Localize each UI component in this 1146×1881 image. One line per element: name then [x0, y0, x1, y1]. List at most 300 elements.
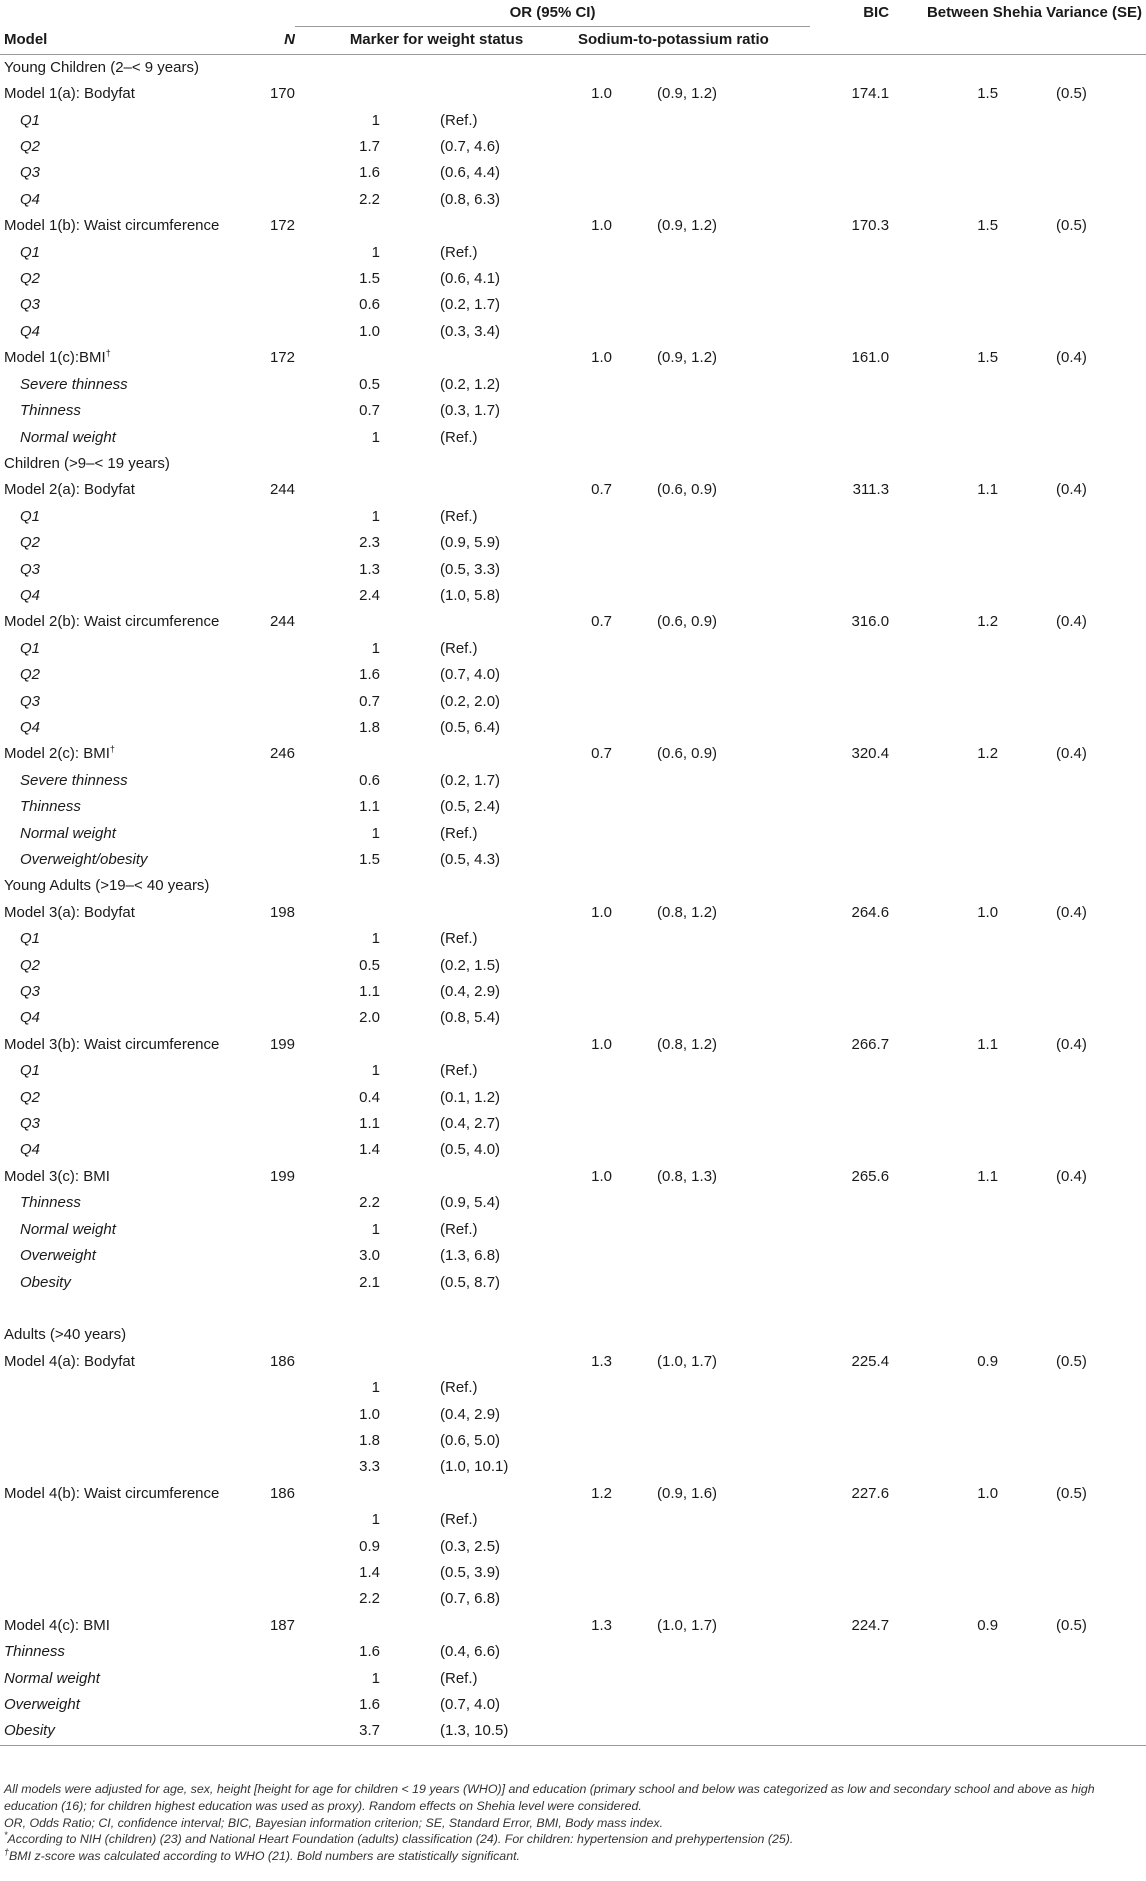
empty-cell	[560, 953, 612, 979]
model-label	[0, 1164, 230, 1190]
marker-or: 0.5	[359, 375, 380, 393]
marker-or: 1	[371, 111, 380, 129]
marker-or: 1.6	[359, 1643, 380, 1661]
bic-value: 227.6	[851, 1484, 890, 1502]
variance-value: 1.5	[977, 217, 999, 235]
bic-value: 264.6	[851, 903, 890, 921]
category-row	[0, 160, 1146, 186]
empty-cell	[230, 530, 295, 556]
empty-cell	[560, 504, 612, 530]
model-label	[0, 1032, 230, 1058]
empty-cell	[560, 1137, 612, 1163]
empty-cell	[560, 636, 612, 662]
empty-cell	[612, 160, 810, 186]
category-label: Q4	[20, 322, 41, 340]
marker-or: 1.3	[359, 560, 380, 578]
marker-ci: (1.0, 5.8)	[440, 586, 501, 604]
empty-cell	[560, 266, 612, 292]
empty-cell	[810, 1534, 889, 1560]
empty-cell	[998, 134, 1146, 160]
empty-cell	[810, 1058, 889, 1084]
group-row	[0, 1322, 1146, 1348]
empty-cell	[998, 1718, 1146, 1745]
empty-cell	[998, 1586, 1146, 1612]
empty-cell	[889, 1639, 998, 1665]
empty-cell	[295, 1481, 380, 1507]
empty-cell	[560, 768, 612, 794]
empty-cell	[295, 477, 380, 503]
empty-cell	[612, 1243, 810, 1269]
empty-cell	[810, 1454, 889, 1480]
marker-or: 1.7	[359, 138, 380, 156]
group-title: Adults (>40 years)	[4, 1326, 127, 1344]
category-row	[0, 926, 1146, 952]
empty-cell	[230, 1375, 295, 1401]
empty-cell	[560, 715, 612, 741]
empty-cell	[998, 662, 1146, 688]
empty-cell	[889, 398, 998, 424]
model-label	[0, 1481, 230, 1507]
category-row	[0, 134, 1146, 160]
empty-cell	[810, 504, 889, 530]
empty-cell	[230, 319, 295, 345]
empty-cell	[998, 398, 1146, 424]
se-value: (0.4)	[1056, 1035, 1087, 1053]
marker-or: 1	[371, 1220, 380, 1238]
bic-value: 311.3	[852, 481, 890, 499]
empty-cell	[230, 160, 295, 186]
marker-ci: (0.7, 4.0)	[440, 1695, 501, 1713]
spacer-row	[0, 1296, 1146, 1322]
marker-ci: (0.4, 2.9)	[440, 1405, 501, 1423]
empty-cell	[810, 1718, 889, 1745]
empty-cell	[889, 240, 998, 266]
empty-cell	[998, 583, 1146, 609]
empty-cell	[612, 1666, 810, 1692]
empty-cell	[230, 1428, 295, 1454]
empty-cell	[998, 1692, 1146, 1718]
empty-cell	[612, 266, 810, 292]
marker-ci: (0.9, 5.9)	[440, 534, 501, 552]
category-row	[0, 1058, 1146, 1084]
marker-or: 1.4	[359, 1141, 380, 1159]
empty-cell	[810, 768, 889, 794]
marker-or: 2.2	[359, 190, 380, 208]
category-row	[0, 1639, 1146, 1665]
empty-cell	[889, 372, 998, 398]
variance-value: 1.0	[977, 1484, 999, 1502]
category-row	[0, 847, 1146, 873]
category-row	[0, 1560, 1146, 1586]
empty-cell	[810, 160, 889, 186]
model-label	[0, 81, 230, 107]
empty-cell	[998, 1085, 1146, 1111]
empty-cell	[998, 372, 1146, 398]
se-value: (0.5)	[1056, 1616, 1087, 1634]
marker-ci: (0.8, 6.3)	[440, 190, 501, 208]
model-label	[0, 1613, 230, 1639]
model-label-text: Model 2(c): BMI	[4, 745, 110, 763]
empty-cell	[380, 1164, 560, 1190]
empty-cell	[230, 372, 295, 398]
model-row	[0, 1481, 1146, 1507]
variance-value: 1.2	[977, 613, 999, 631]
sample-size: 172	[269, 217, 295, 235]
empty-cell	[810, 292, 889, 318]
empty-cell	[560, 292, 612, 318]
empty-cell	[998, 847, 1146, 873]
bic-value: 170.3	[851, 217, 890, 235]
empty-cell	[230, 1058, 295, 1084]
empty-cell	[230, 266, 295, 292]
table-footnotes	[4, 1781, 1144, 1865]
empty-cell	[560, 240, 612, 266]
category-row	[0, 266, 1146, 292]
table-body	[0, 54, 1146, 1745]
empty-cell	[560, 1639, 612, 1665]
empty-cell	[230, 689, 295, 715]
empty-cell	[998, 187, 1146, 213]
marker-or: 2.1	[359, 1273, 380, 1291]
category-label: Q2	[20, 1088, 41, 1106]
marker-ci: (Ref.)	[440, 639, 478, 657]
empty-cell	[560, 821, 612, 847]
category-row	[0, 398, 1146, 424]
ratio-header: Sodium-to-potassium ratio	[560, 27, 810, 54]
sample-size: 246	[269, 745, 295, 763]
empty-cell	[998, 1190, 1146, 1216]
marker-ci: (0.3, 2.5)	[440, 1537, 501, 1555]
empty-cell	[612, 1217, 810, 1243]
group-title: Young Adults (>19–< 40 years)	[4, 877, 210, 895]
category-row	[0, 689, 1146, 715]
variance-value: 1.5	[977, 85, 999, 103]
empty-cell	[889, 1085, 998, 1111]
empty-cell	[560, 662, 612, 688]
empty-cell	[612, 636, 810, 662]
empty-cell	[810, 1085, 889, 1111]
sample-size: 186	[269, 1352, 295, 1370]
empty-cell	[810, 1217, 889, 1243]
empty-cell	[810, 319, 889, 345]
empty-cell	[612, 292, 810, 318]
empty-cell	[560, 1375, 612, 1401]
marker-or: 1	[371, 507, 380, 525]
ratio-ci: (0.6, 0.9)	[657, 481, 718, 499]
model-row	[0, 1164, 1146, 1190]
empty-cell	[380, 1613, 560, 1639]
empty-cell	[889, 1454, 998, 1480]
empty-cell	[560, 398, 612, 424]
category-label: Normal weight	[20, 824, 116, 842]
marker-or: 1.6	[359, 1695, 380, 1713]
empty-cell	[560, 1402, 612, 1428]
ratio-or: 1.0	[591, 349, 612, 367]
marker-or: 0.6	[359, 296, 380, 314]
empty-cell	[560, 794, 612, 820]
empty-cell	[889, 1534, 998, 1560]
empty-cell	[380, 81, 560, 107]
empty-cell	[560, 1718, 612, 1745]
category-row	[0, 1243, 1146, 1269]
empty-cell	[230, 1560, 295, 1586]
se-value: (0.5)	[1056, 85, 1087, 103]
empty-cell	[810, 636, 889, 662]
marker-or: 1	[371, 428, 380, 446]
marker-ci: (0.6, 4.4)	[440, 164, 501, 182]
empty-cell	[810, 583, 889, 609]
category-row	[0, 1270, 1146, 1296]
empty-cell	[612, 821, 810, 847]
empty-cell	[612, 1639, 810, 1665]
category-label: Q3	[20, 983, 41, 1001]
group-row	[0, 54, 1146, 81]
marker-or: 2.2	[359, 1194, 380, 1212]
empty-cell	[612, 1005, 810, 1031]
category-label: Thinness	[20, 1194, 81, 1212]
marker-ci: (0.5, 2.4)	[440, 798, 501, 816]
category-label: Thinness	[20, 798, 81, 816]
category-label: Thinness	[4, 1643, 65, 1661]
empty-cell	[889, 187, 998, 213]
sample-size: 199	[269, 1167, 295, 1185]
empty-cell	[295, 741, 380, 767]
empty-cell	[612, 108, 810, 134]
empty-cell	[810, 240, 889, 266]
model-header: Model	[0, 27, 230, 54]
empty-cell	[998, 1243, 1146, 1269]
empty-cell	[810, 1428, 889, 1454]
empty-cell	[230, 1270, 295, 1296]
ratio-ci: (0.8, 1.2)	[657, 1035, 718, 1053]
variance-value: 1.0	[977, 903, 999, 921]
bic-value: 225.4	[851, 1352, 890, 1370]
empty-cell	[889, 1692, 998, 1718]
empty-cell	[612, 398, 810, 424]
empty-cell	[230, 794, 295, 820]
empty-cell	[998, 636, 1146, 662]
marker-ci: (Ref.)	[440, 1220, 478, 1238]
category-label: Q2	[20, 666, 41, 684]
empty-cell	[810, 1190, 889, 1216]
ratio-ci: (0.9, 1.2)	[657, 85, 718, 103]
category-row	[0, 372, 1146, 398]
bic-value: 266.7	[851, 1035, 890, 1053]
sample-size: 170	[269, 85, 295, 103]
model-label-text: Model 2(a): Bodyfat	[4, 481, 135, 499]
marker-or: 1.0	[359, 1405, 380, 1423]
empty-cell	[230, 425, 295, 451]
category-row	[0, 1217, 1146, 1243]
dagger-mark: †	[105, 348, 111, 359]
empty-cell	[560, 1217, 612, 1243]
marker-or: 3.0	[359, 1247, 380, 1265]
se-value: (0.4)	[1056, 349, 1087, 367]
empty-cell	[889, 1402, 998, 1428]
ratio-ci: (0.8, 1.2)	[657, 903, 718, 921]
empty-cell	[380, 477, 560, 503]
empty-cell	[889, 504, 998, 530]
empty-cell	[889, 160, 998, 186]
model-row	[0, 609, 1146, 635]
empty-cell	[612, 979, 810, 1005]
marker-or: 1	[371, 1062, 380, 1080]
empty-cell	[230, 1454, 295, 1480]
ratio-or: 1.0	[591, 217, 612, 235]
model-row	[0, 477, 1146, 503]
category-label: Q4	[20, 1141, 41, 1159]
empty-cell	[998, 1454, 1146, 1480]
marker-ci: (0.7, 4.0)	[440, 666, 501, 684]
category-label: Overweight/obesity	[20, 851, 148, 868]
empty-cell	[560, 689, 612, 715]
empty-cell	[612, 1190, 810, 1216]
category-label: Q4	[20, 1009, 41, 1027]
category-label: Normal weight	[4, 1669, 100, 1687]
marker-or: 0.7	[359, 692, 380, 710]
model-label	[0, 900, 230, 926]
category-row	[0, 662, 1146, 688]
empty-cell	[612, 372, 810, 398]
empty-cell	[810, 847, 889, 873]
empty-cell	[889, 1375, 998, 1401]
empty-cell	[889, 1190, 998, 1216]
category-row	[0, 240, 1146, 266]
se-value: (0.5)	[1056, 217, 1087, 235]
marker-ci: (0.7, 6.8)	[440, 1590, 501, 1608]
sample-size: 199	[269, 1035, 295, 1053]
empty-cell	[230, 1137, 295, 1163]
marker-or: 0.5	[359, 956, 380, 974]
category-label	[0, 1402, 230, 1428]
empty-cell	[612, 583, 810, 609]
empty-cell	[230, 398, 295, 424]
category-label: Obesity	[20, 1273, 71, 1291]
empty-cell	[230, 134, 295, 160]
empty-cell	[998, 1111, 1146, 1137]
ratio-ci: (0.6, 0.9)	[657, 745, 718, 763]
category-label: Q2	[20, 270, 41, 288]
empty-cell	[810, 372, 889, 398]
category-label: Q3	[20, 692, 41, 710]
marker-or: 0.7	[359, 402, 380, 420]
category-row	[0, 1534, 1146, 1560]
spacer-cell	[0, 1296, 1146, 1322]
empty-cell	[230, 557, 295, 583]
marker-or: 1	[371, 1379, 380, 1397]
empty-cell	[612, 1692, 810, 1718]
empty-cell	[612, 689, 810, 715]
empty-cell	[230, 1005, 295, 1031]
empty-cell	[889, 715, 998, 741]
ratio-or: 0.7	[591, 745, 612, 763]
empty-cell	[889, 1270, 998, 1296]
empty-cell	[560, 1454, 612, 1480]
footnote-adjustment: All models were adjusted for age, sex, height [height for age for children < 19 years (WHO)] and education (primary school and below was categorized as low and secondary school and above as high education (16); for children highest education was used as proxy). Random effects on Shehia level were considered.	[4, 1782, 1095, 1813]
marker-or: 2.3	[359, 534, 380, 552]
empty-cell	[612, 240, 810, 266]
empty-cell	[998, 1666, 1146, 1692]
variance-value: 1.5	[977, 349, 999, 367]
ratio-or: 1.3	[591, 1352, 612, 1370]
empty-cell	[612, 1111, 810, 1137]
category-row	[0, 1111, 1146, 1137]
empty-cell	[889, 1137, 998, 1163]
bic-value: 161.0	[851, 349, 890, 367]
empty-cell	[810, 1560, 889, 1586]
empty-cell	[889, 1666, 998, 1692]
empty-cell	[998, 1639, 1146, 1665]
marker-ci: (0.5, 4.3)	[440, 851, 501, 868]
marker-or: 1	[371, 824, 380, 842]
variance-value: 0.9	[977, 1352, 999, 1370]
empty-cell	[810, 134, 889, 160]
category-row	[0, 1692, 1146, 1718]
group-row	[0, 873, 1146, 899]
empty-cell	[560, 583, 612, 609]
empty-cell	[889, 557, 998, 583]
empty-cell	[889, 689, 998, 715]
empty-cell	[612, 1375, 810, 1401]
empty-cell	[230, 847, 295, 873]
category-row	[0, 1085, 1146, 1111]
marker-or: 1.0	[359, 322, 380, 340]
category-row	[0, 953, 1146, 979]
category-row	[0, 821, 1146, 847]
marker-or: 1	[371, 1669, 380, 1687]
ratio-or: 1.2	[591, 1484, 612, 1502]
empty-cell	[998, 1058, 1146, 1084]
empty-cell	[889, 1586, 998, 1612]
empty-cell	[889, 1058, 998, 1084]
empty-cell	[560, 1666, 612, 1692]
empty-cell	[380, 741, 560, 767]
marker-or: 1	[371, 930, 380, 948]
empty-cell	[889, 530, 998, 556]
empty-cell	[889, 847, 998, 873]
empty-cell	[612, 1085, 810, 1111]
category-row	[0, 557, 1146, 583]
empty-cell	[998, 292, 1146, 318]
empty-cell	[998, 1375, 1146, 1401]
empty-cell	[889, 108, 998, 134]
category-label: Thinness	[20, 402, 81, 420]
se-value: (0.5)	[1056, 1352, 1087, 1370]
category-label	[0, 1560, 230, 1586]
empty-cell	[889, 636, 998, 662]
variance-value: 1.1	[977, 481, 999, 499]
marker-or: 2.2	[359, 1590, 380, 1608]
marker-ci: (Ref.)	[440, 111, 478, 129]
empty-cell	[889, 134, 998, 160]
marker-ci: (0.1, 1.2)	[440, 1088, 501, 1106]
empty-cell	[998, 821, 1146, 847]
empty-cell	[998, 1137, 1146, 1163]
category-row	[0, 768, 1146, 794]
empty-cell	[810, 1243, 889, 1269]
marker-ci: (0.5, 3.3)	[440, 560, 501, 578]
empty-cell	[998, 108, 1146, 134]
empty-cell	[612, 1534, 810, 1560]
empty-cell	[560, 1270, 612, 1296]
marker-or: 1.1	[359, 798, 380, 816]
empty-cell	[230, 1111, 295, 1137]
empty-cell	[889, 953, 998, 979]
empty-cell	[612, 319, 810, 345]
category-label: Q2	[20, 956, 41, 974]
empty-cell	[889, 1005, 998, 1031]
empty-cell	[230, 504, 295, 530]
